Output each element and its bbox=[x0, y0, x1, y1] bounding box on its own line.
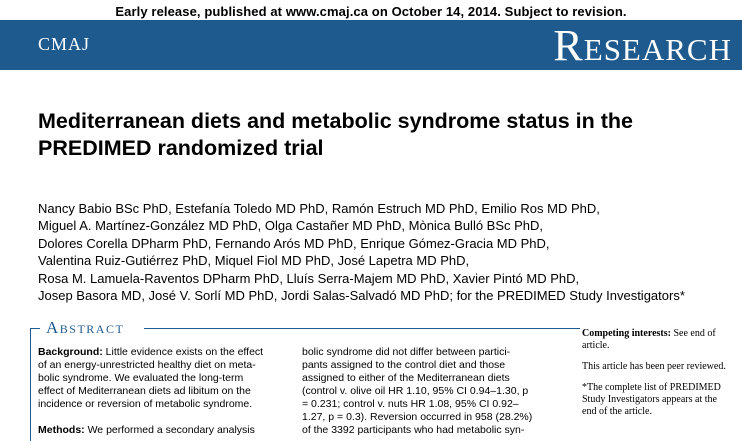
methods-text: We performed a secondary analysis bbox=[84, 424, 255, 436]
background-paragraph bbox=[38, 346, 278, 411]
background-label: Background: bbox=[38, 346, 103, 358]
background-text: of an energy-unrestricted healthy diet on meta- bbox=[38, 359, 256, 371]
author-line: Miguel A. Martínez-González MD PhD, Olga Castañer MD PhD, Mònica Bulló BSc PhD, bbox=[38, 218, 544, 234]
results-line: 1.27, p = 0.3). Reversion occurred in 958 (28.2%) bbox=[302, 411, 533, 423]
author-line: Nancy Babio BSc PhD, Estefanía Toledo MD PhD, Ramón Estruch MD PhD, Emilio Ros MD PhD, bbox=[38, 201, 600, 216]
results-line: (control v. olive oil HR 1.10, 95% CI 0.94–1.30, p bbox=[302, 385, 529, 397]
early-release-note: Early release, published at www.cmaj.ca on October 14, 2014. Subject to revision. bbox=[115, 4, 627, 19]
results-line: = 0.231; control v. nuts HR 1.08, 95% CI 0.92– bbox=[302, 398, 519, 410]
results-line: of the 3392 participants who had metabolic syn- bbox=[302, 424, 525, 436]
abstract-column-1 bbox=[38, 346, 278, 437]
results-line: pants assigned to the control diet and those bbox=[302, 359, 506, 371]
abstract-heading-rule bbox=[144, 328, 580, 329]
background-text: Little evidence exists on the effect bbox=[102, 346, 264, 358]
abstract-heading-label: Abstract bbox=[46, 318, 125, 337]
section-label: Research bbox=[553, 21, 732, 70]
author-line: Valentina Ruiz-Gutiérrez PhD, Miquel Fiol MD PhD, José Lapetra MD PhD, bbox=[38, 253, 470, 269]
background-text: incidence or reversion of metabolic syndrome. bbox=[38, 398, 253, 410]
methods-paragraph bbox=[38, 424, 278, 437]
peer-review-note: This article has been peer reviewed. bbox=[582, 361, 726, 372]
article-title bbox=[38, 108, 728, 162]
background-text: effect of Mediterranean diets ad libitum on the bbox=[38, 385, 251, 397]
competing-interests-text: See end of article. bbox=[582, 328, 716, 351]
background-text: bolic syndrome. We evaluated the long-term bbox=[38, 372, 244, 384]
abstract-column-2 bbox=[302, 346, 546, 437]
results-line: assigned to either of the Mediterranean diets bbox=[302, 372, 510, 384]
abstract-frame-rule bbox=[30, 328, 31, 441]
article-title-line: Mediterranean diets and metabolic syndrome status in the bbox=[38, 109, 633, 133]
article-title-line: PREDIMED randomized trial bbox=[38, 136, 324, 160]
competing-interests-label: Competing interests: bbox=[582, 328, 671, 339]
author-line: Dolores Corella DPharm PhD, Fernando Arós MD PhD, Enrique Gómez-Gracia MD PhD, bbox=[38, 235, 550, 251]
author-list bbox=[38, 200, 728, 304]
methods-label: Methods: bbox=[38, 424, 85, 436]
article-sidebar bbox=[582, 328, 732, 427]
journal-logo: CMAJ bbox=[38, 34, 91, 54]
abstract-frame-tick bbox=[30, 328, 40, 329]
author-line: Josep Basora MD, José V. Sorlí MD PhD, Jordi Salas-Salvadó MD PhD; for the PREDIMED Study Investigators* bbox=[38, 288, 685, 304]
competing-interests-note bbox=[582, 328, 732, 352]
abstract-heading bbox=[44, 318, 580, 338]
journal-header-bar bbox=[0, 20, 742, 70]
author-line: Rosa M. Lamuela-Raventos DPharm PhD, Lluís Serra-Majem MD PhD, Xavier Pintó MD PhD, bbox=[38, 270, 580, 286]
investigators-footnote: *The complete list of PREDIMED Study Investigators appears at the end of the article. bbox=[582, 382, 721, 417]
results-line: bolic syndrome did not differ between partici- bbox=[302, 346, 511, 358]
